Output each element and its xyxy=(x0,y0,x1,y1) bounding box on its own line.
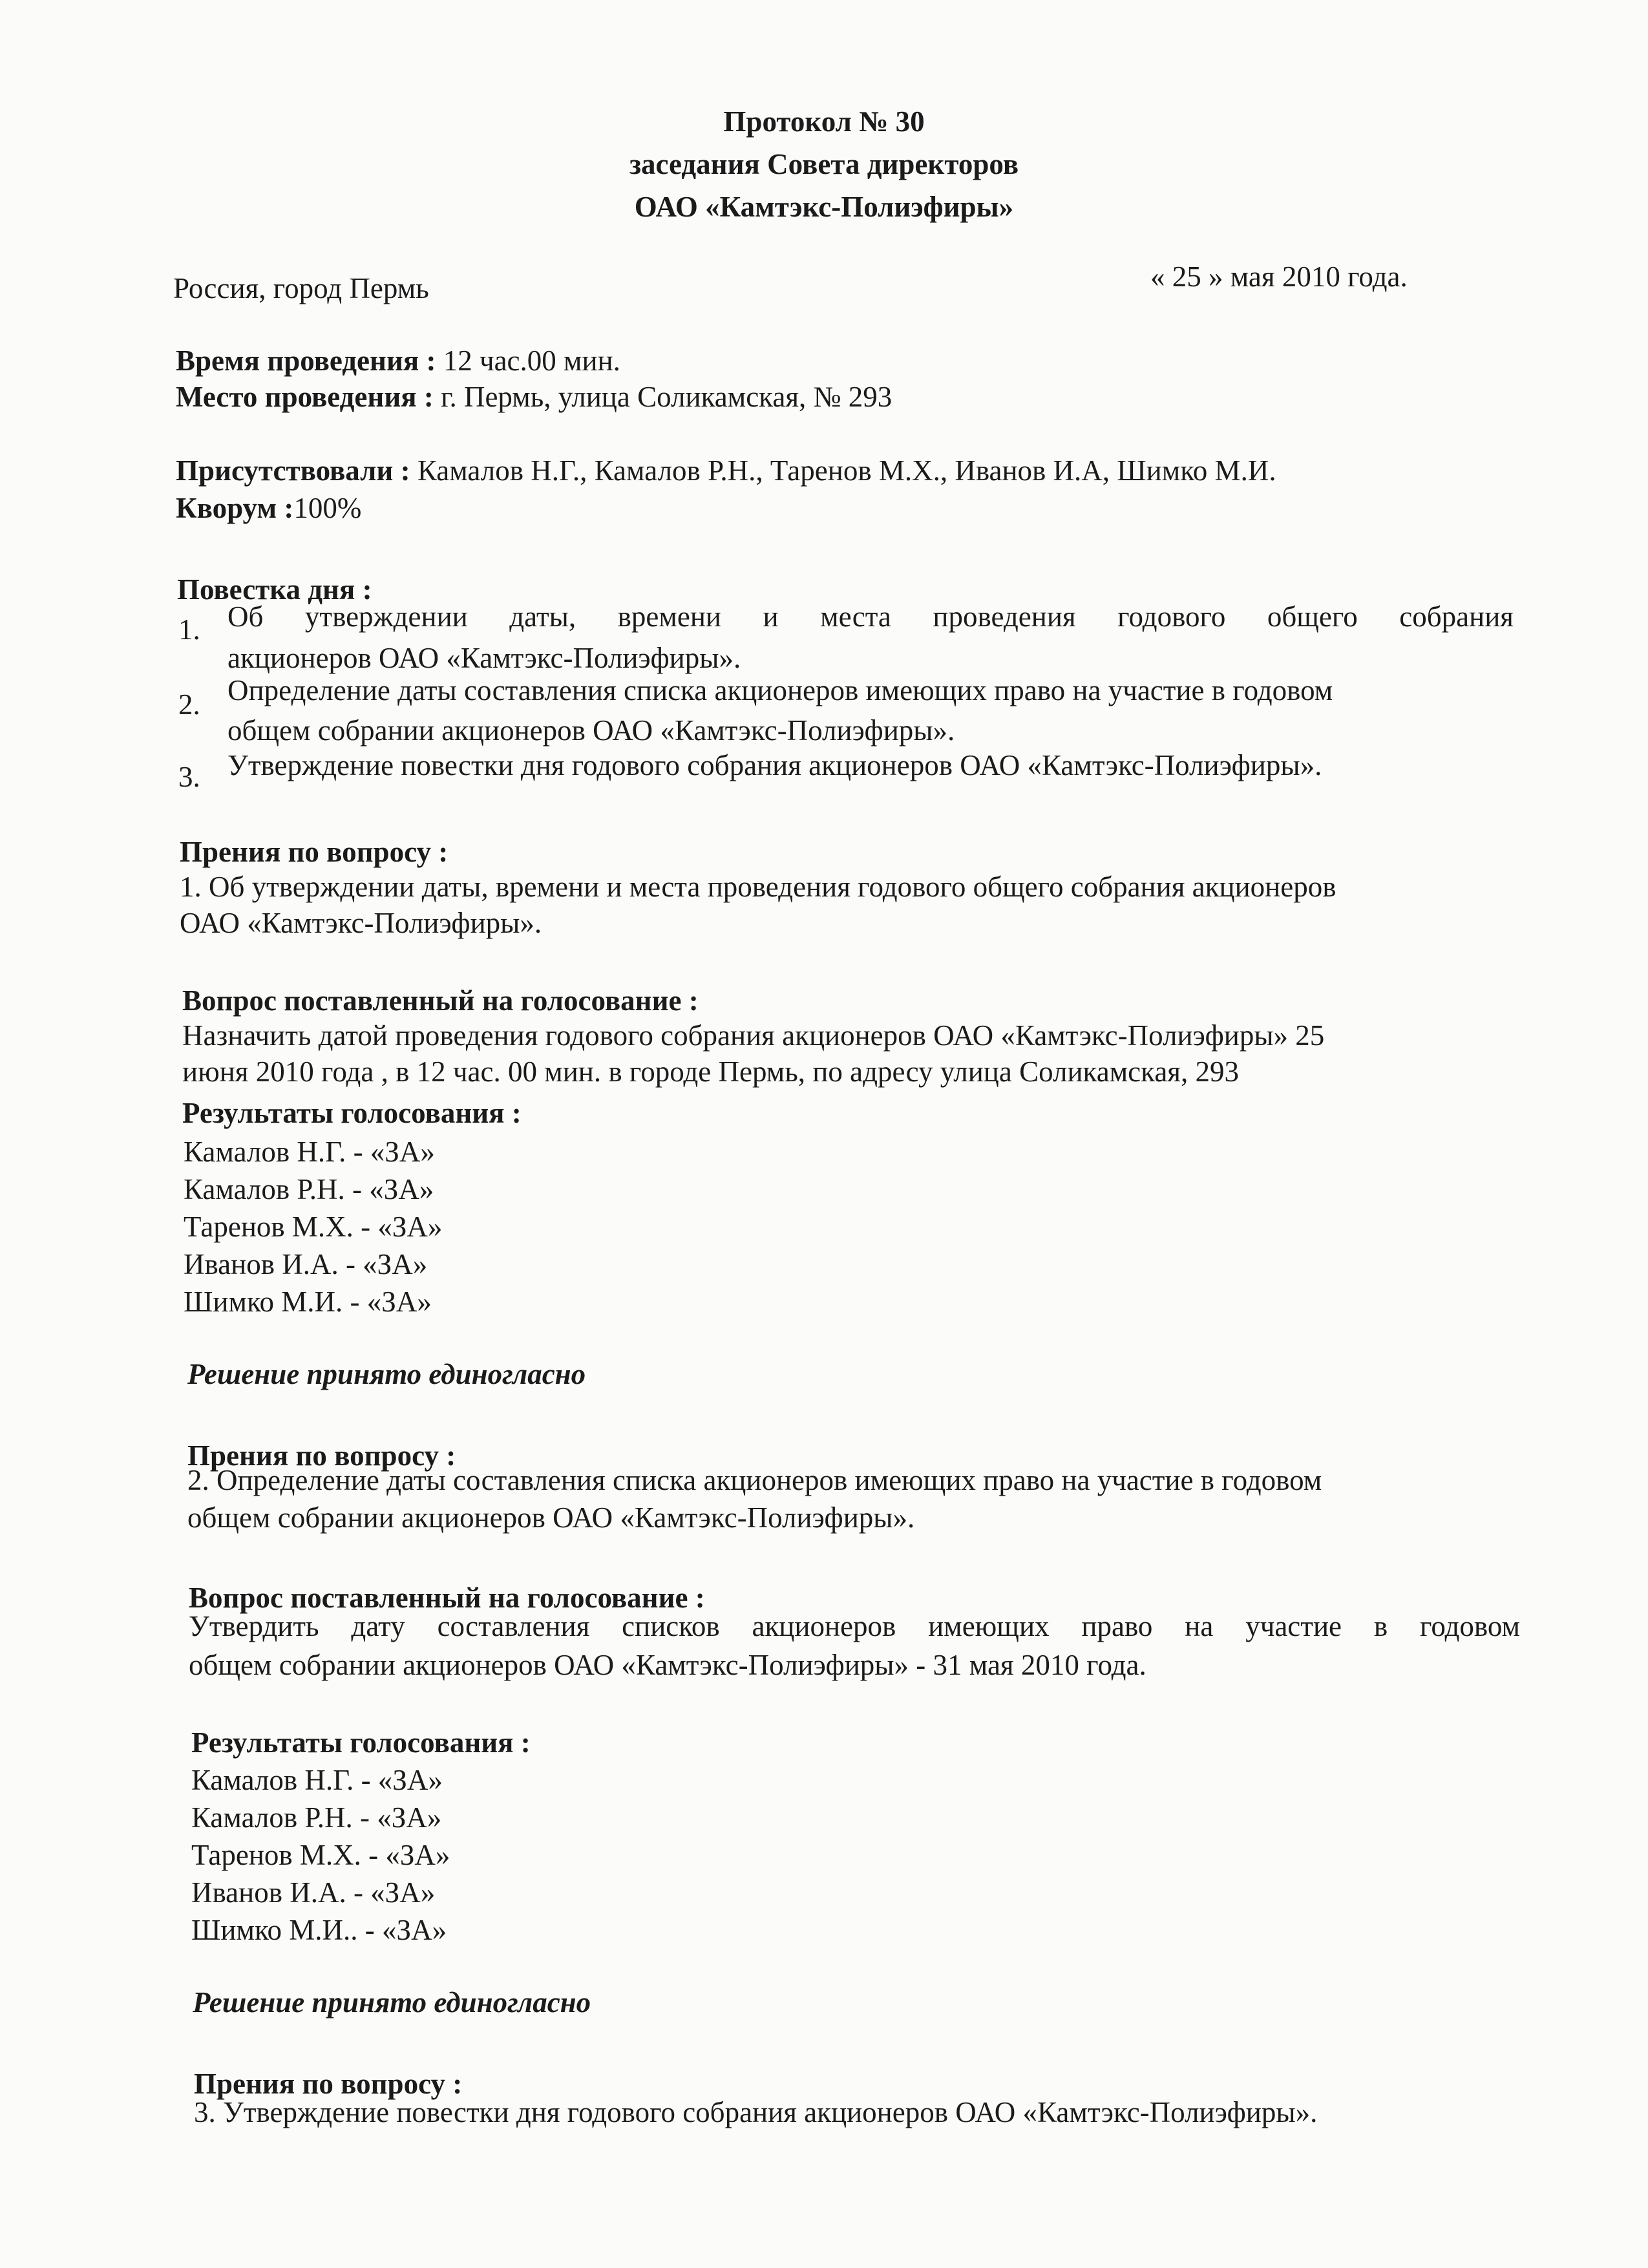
decision-text: Решение принято единогласно xyxy=(193,1986,591,2019)
debate-line: 2. Определение даты составления списка акционеров имеющих право на участие в годовом xyxy=(187,1464,1322,1496)
question-label: Вопрос поставленный на голосование : xyxy=(189,1582,705,1614)
present-label: Присутствовали : xyxy=(176,454,410,487)
document-title: Протокол № 30 xyxy=(723,105,925,138)
company-name: ОАО «Камтэкс-Полиэфиры» xyxy=(634,191,1014,223)
document-subtitle: заседания Совета директоров xyxy=(629,148,1019,180)
present-value: Камалов Н.Г., Камалов Р.Н., Таренов М.Х., Иванов И.А, Шимко М.И. xyxy=(410,454,1276,487)
vote-line: Камалов Н.Г. - «ЗА» xyxy=(184,1136,435,1168)
results-label: Результаты голосования : xyxy=(182,1097,522,1129)
agenda-item-number: 3. xyxy=(178,761,200,793)
debate-label: Прения по вопросу : xyxy=(187,1439,456,1472)
place-text: Россия, город Пермь xyxy=(173,272,429,304)
debate-label: Прения по вопросу : xyxy=(180,836,449,868)
date-text: « 25 » мая 2010 года. xyxy=(1150,260,1408,293)
location-line xyxy=(176,379,892,415)
question-line: общем собрании акционеров ОАО «Камтэкс-Полиэфиры» - 31 мая 2010 года. xyxy=(189,1649,1146,1681)
time-value: 12 час.00 мин. xyxy=(436,344,620,377)
debate-line: 1. Об утверждении даты, времени и места проведения годового общего собрания акционеров xyxy=(180,871,1336,903)
location-value: г. Пермь, улица Соликамская, № 293 xyxy=(433,381,893,413)
agenda-item-1-line2: акционеров ОАО «Камтэкс-Полиэфиры». xyxy=(227,642,741,674)
quorum-label: Кворум : xyxy=(176,492,294,524)
agenda-heading: Повестка дня : xyxy=(177,573,372,606)
debate-line: ОАО «Камтэкс-Полиэфиры». xyxy=(180,907,542,939)
agenda-item-1-line1: Об утверждении даты, времени и места проведения годового общего собрания xyxy=(227,600,1514,633)
debate-line: общем собрании акционеров ОАО «Камтэкс-Полиэфиры». xyxy=(187,1501,915,1534)
quorum-value: 100% xyxy=(293,492,362,524)
location-label: Место проведения : xyxy=(176,381,434,413)
results-label: Результаты голосования : xyxy=(191,1726,531,1759)
vote-line: Камалов Р.Н. - «ЗА» xyxy=(191,1801,442,1834)
vote-line: Шимко М.И. - «ЗА» xyxy=(184,1286,432,1318)
question-line: июня 2010 года , в 12 час. 00 мин. в городе Пермь, по адресу улица Соликамская, 293 xyxy=(182,1055,1240,1088)
present-line xyxy=(176,452,1276,489)
vote-line: Камалов Н.Г. - «ЗА» xyxy=(191,1764,443,1796)
agenda-item-number: 2. xyxy=(178,688,200,721)
vote-line: Таренов М.Х. - «ЗА» xyxy=(191,1839,450,1871)
agenda-item-number: 1. xyxy=(178,613,200,646)
quorum-line xyxy=(176,490,361,526)
vote-line: Иванов И.А. - «ЗА» xyxy=(184,1248,428,1280)
time-label: Время проведения : xyxy=(176,344,436,377)
decision-text: Решение принято единогласно xyxy=(187,1358,586,1390)
agenda-item-3-line1: Утверждение повестки дня годового собрания акционеров ОАО «Камтэкс-Полиэфиры». xyxy=(227,749,1322,781)
agenda-item-2-line1: Определение даты составления списка акционеров имеющих право на участие в годовом xyxy=(227,674,1333,706)
vote-line: Иванов И.А. - «ЗА» xyxy=(191,1876,436,1909)
vote-line: Таренов М.Х. - «ЗА» xyxy=(184,1211,443,1243)
debate-label: Прения по вопросу : xyxy=(194,2068,463,2100)
vote-line: Шимко М.И.. - «ЗА» xyxy=(191,1914,447,1946)
agenda-item-2-line2: общем собрании акционеров ОАО «Камтэкс-Полиэфиры». xyxy=(227,714,955,747)
vote-line: Камалов Р.Н. - «ЗА» xyxy=(184,1173,434,1205)
time-line xyxy=(176,343,620,379)
question-label: Вопрос поставленный на голосование : xyxy=(182,984,699,1017)
debate-line: 3. Утверждение повестки дня годового собрания акционеров ОАО «Камтэкс-Полиэфиры». xyxy=(194,2096,1318,2128)
question-line: Назначить датой проведения годового собрания акционеров ОАО «Камтэкс-Полиэфиры» 25 xyxy=(182,1019,1325,1052)
question-line: Утвердить дату составления списков акционеров имеющих право на участие в годовом xyxy=(189,1610,1520,1642)
